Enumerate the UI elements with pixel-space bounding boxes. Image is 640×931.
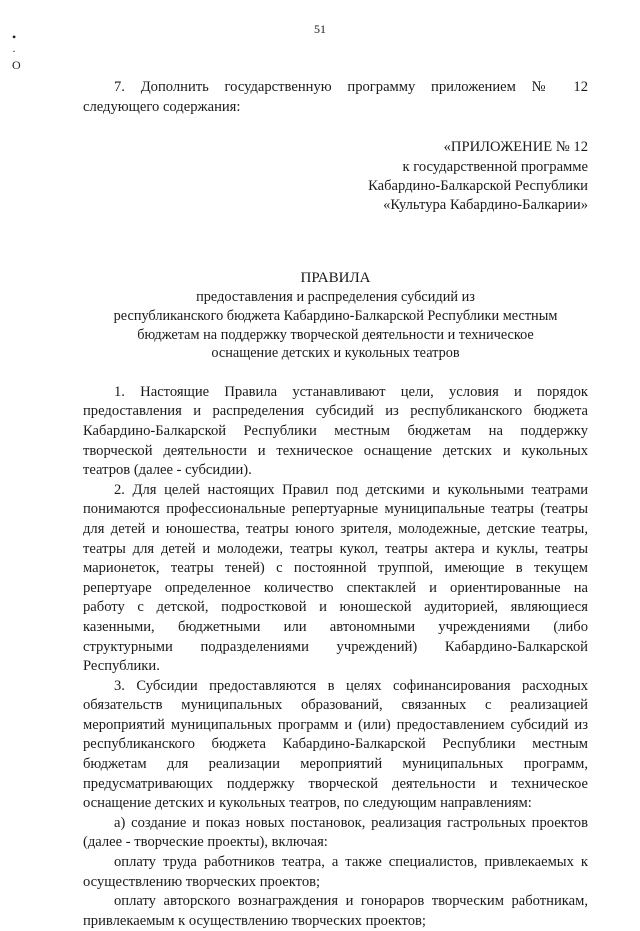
opening-paragraph-line: следующего содержания: xyxy=(83,98,241,115)
paragraph-line: понимаются профессиональные репертуарные муниципальные театры (театры xyxy=(83,501,588,518)
paragraph-last-line: привлекаемым к осуществлению творческих проектов; xyxy=(83,912,426,929)
paragraph-line: театры для детей и молодежи, театры кукол, театры актера и куклы, театры xyxy=(83,540,588,557)
paragraph-line: мероприятий муниципальных программ и (или) предоставлением субсидий из xyxy=(83,716,588,733)
paragraph-line: для детей и юношества, театры юного зрителя, молодежные, детские театры, xyxy=(83,520,588,537)
paragraph-last-line: Республики. xyxy=(83,658,160,675)
appendix-line: Кабардино-Балкарской Республики xyxy=(368,178,588,194)
paragraph-line: Кабардино-Балкарской Республики местным бюджетам на поддержку xyxy=(83,422,588,439)
paragraph-last-line: театров (далее - субсидии). xyxy=(83,462,252,479)
margin-mark: • xyxy=(12,30,17,44)
appendix-line: «ПРИЛОЖЕНИЕ № 12 xyxy=(443,139,588,156)
opening-paragraph-line: 7. Дополнить государственную программу приложением № 12 xyxy=(114,79,588,95)
appendix-line: «Культура Кабардино-Балкарии» xyxy=(383,197,588,214)
paragraph-line: республиканского бюджета Кабардино-Балкарской Республики местным xyxy=(83,736,588,753)
paragraph-line: 1. Настоящие Правила устанавливают цели, условия и порядок xyxy=(114,383,588,400)
rules-paragraphs xyxy=(83,383,588,931)
paragraph-line: оплату авторского вознаграждения и гонораров творческим работникам, xyxy=(114,893,588,910)
paragraph-last-line: осуществлению творческих проектов; xyxy=(83,873,321,890)
paragraph-line: структурными подразделениями учреждений) Кабардино-Балкарской xyxy=(83,638,588,655)
rules-title-block xyxy=(83,269,588,363)
appendix-line: к государственной программе xyxy=(402,158,588,175)
page-number: 51 xyxy=(314,22,326,36)
margin-mark: · xyxy=(12,44,16,58)
paragraph-line: репертуаре определенное количество спектаклей и ориентированные на xyxy=(83,579,588,596)
paragraph-line: бюджетам для реализации мероприятий муниципальных программ, xyxy=(83,756,588,773)
paragraph-line: обязательств муниципальных образований, связанных с реализацией xyxy=(83,697,588,714)
paragraph-line: казенными, бюджетными или автономными учреждениями (либо xyxy=(83,618,588,635)
appendix-header xyxy=(83,138,588,216)
document-body xyxy=(83,78,588,931)
paragraph-line: 2. Для целей настоящих Правил под детскими и кукольными театрами xyxy=(114,481,588,498)
paragraph-line: творческой деятельности и техническое оснащение детских и кукольных xyxy=(83,442,588,459)
paragraph-line: оплату труда работников театра, а также специалистов, привлекаемых к xyxy=(114,854,588,871)
rules-title: ПРАВИЛА xyxy=(300,269,371,286)
paragraph-line: марионеток, театры теней) с постоянной труппой, имеющие в текущем xyxy=(83,560,588,577)
rules-subtitle-line: оснащение детских и кукольных театров xyxy=(211,345,460,362)
paragraph-last-line: оснащение детских и кукольных театров, по следующим направлениям: xyxy=(83,795,532,812)
rules-subtitle-line: республиканского бюджета Кабардино-Балкарской Республики местным xyxy=(113,308,558,324)
paragraph-line: предоставления и распределения субсидий из республиканского бюджета xyxy=(83,403,588,420)
paragraph-line: 3. Субсидии предоставляются в целях софинансирования расходных xyxy=(114,677,588,694)
paragraph-last-line: (далее - творческие проекты), включая: xyxy=(83,834,328,851)
rules-subtitle-line: бюджетам на поддержку творческой деятельности и техническое xyxy=(137,326,534,343)
paragraph-line: а) создание и показ новых постановок, реализация гастрольных проектов xyxy=(114,814,588,831)
margin-marks xyxy=(12,30,21,72)
rules-subtitle-line: предоставления и распределения субсидий из xyxy=(196,289,475,306)
paragraph-line: работу с детской, подростковой и юношеской аудиторией, являющиеся xyxy=(83,599,588,616)
margin-mark: О xyxy=(12,58,21,72)
paragraph-line: предусматривающих поддержку творческой деятельности и техническое xyxy=(83,775,588,792)
